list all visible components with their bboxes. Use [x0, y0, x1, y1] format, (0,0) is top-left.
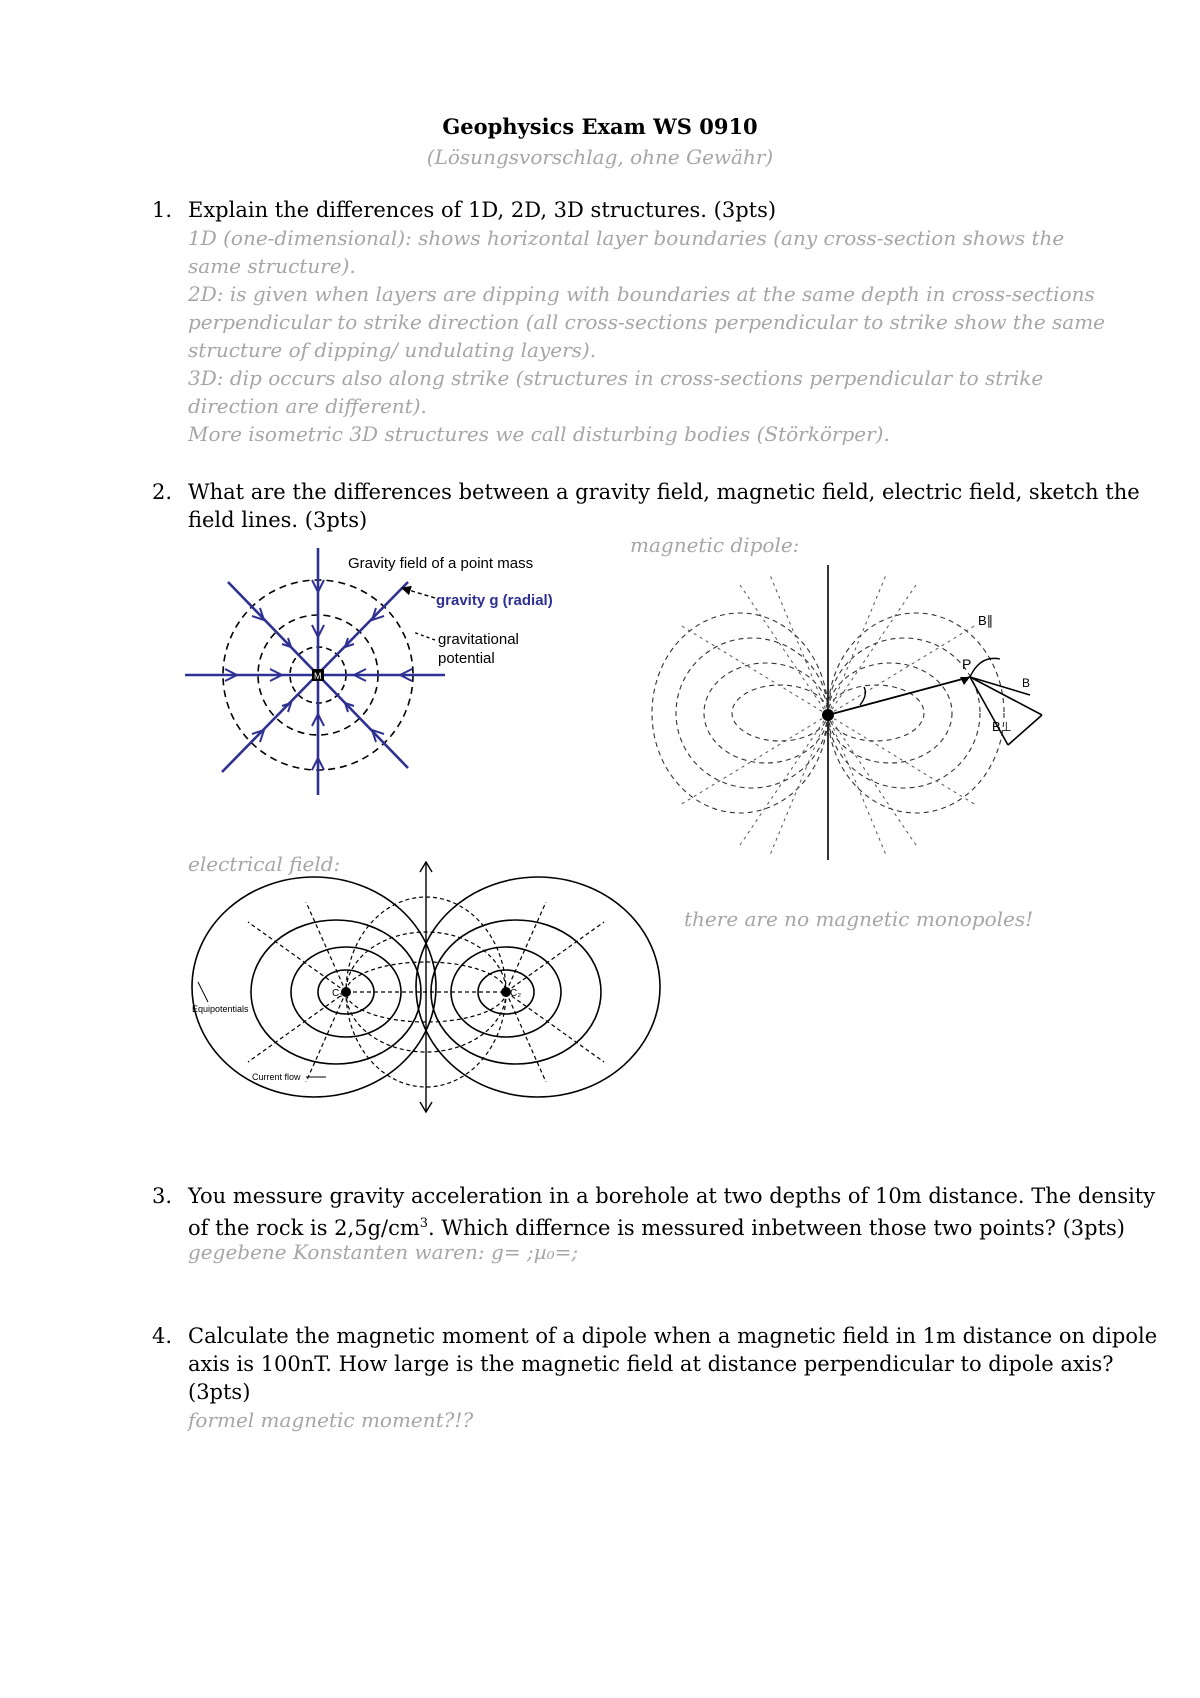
question-4-line: axis is 100nT. How large is the magnetic field at distance perpendicular to dipole axis? — [188, 1352, 1114, 1376]
equipotentials-label: Equipotentials — [192, 1004, 249, 1014]
answer-line: formel magnetic moment?!? — [188, 1408, 474, 1432]
magnetic-dipole-label: magnetic dipole: — [630, 533, 800, 557]
question-3-text — [188, 1182, 1156, 1242]
potential-label-2: potential — [438, 650, 495, 667]
label-c1: C₁ — [332, 988, 343, 999]
question-3-line: You messure gravity acceleration in a borehole at two depths of 10m distance. The density — [188, 1184, 1156, 1208]
gravity-figure-title: Gravity field of a point mass — [348, 555, 534, 572]
label-p: P — [962, 656, 972, 672]
question-4-text — [188, 1322, 1158, 1406]
question-2-line: What are the differences between a gravity field, magnetic field, electric field, sketch the — [188, 480, 1140, 504]
question-1-line: Explain the differences of 1D, 2D, 3D structures. (3pts) — [188, 198, 777, 222]
magnetic-dipole-figure — [660, 565, 1060, 865]
question-2-line: field lines. (3pts) — [188, 508, 368, 532]
answer-line: gegebene Konstanten waren: g= ;µ₀=; — [188, 1240, 579, 1264]
answer-line: perpendicular to strike direction (all cross-sections perpendicular to strike show the same — [188, 310, 1106, 334]
label-c2: C₂ — [510, 988, 522, 999]
question-3-line2-post: . Which differnce is messured inbetween those two points? (3pts) — [428, 1216, 1125, 1240]
question-4-line: Calculate the magnetic moment of a dipole when a magnetic field in 1m distance on dipole — [188, 1324, 1158, 1348]
question-2-text — [188, 478, 1140, 534]
label-bperp: B⊥ — [992, 719, 1012, 734]
answer-line: 3D: dip occurs also along strike (structures in cross-sections perpendicular to strike — [188, 366, 1044, 390]
page-subtitle: (Lösungsvorschlag, ohne Gewähr) — [426, 145, 774, 169]
question-1-number: 1. — [152, 198, 173, 222]
question-4-answer — [188, 1406, 1068, 1434]
question-1-answer — [188, 224, 1106, 448]
page-title: Geophysics Exam WS 0910 — [442, 114, 758, 139]
answer-line: same structure). — [188, 254, 356, 278]
answer-line: 2D: is given when layers are dipping with boundaries at the same depth in cross-sections — [188, 282, 1095, 306]
question-2-number: 2. — [152, 480, 173, 504]
question-1-text — [188, 196, 1068, 224]
answer-line: More isometric 3D structures we call disturbing bodies (Störkörper). — [188, 422, 890, 446]
label-b: B — [1022, 676, 1031, 690]
superscript: 3 — [419, 1216, 429, 1231]
question-3-line2-pre: of the rock is 2,5g/cm — [188, 1216, 420, 1240]
gravity-field-figure — [180, 540, 553, 790]
answer-line: structure of dipping/ undulating layers). — [188, 338, 597, 362]
monopole-note: there are no magnetic monopoles! — [684, 907, 1034, 931]
answer-line: 1D (one-dimensional): shows horizontal layer boundaries (any cross-section shows the — [188, 226, 1065, 250]
mass-label: M — [314, 671, 322, 681]
question-4-line: (3pts) — [188, 1380, 251, 1404]
question-3-answer — [188, 1238, 1068, 1266]
question-3-number: 3. — [152, 1184, 173, 1208]
label-bpar: B∥ — [978, 613, 994, 628]
electric-field-figure — [188, 862, 668, 1122]
electrical-field-label: electrical field: — [188, 852, 341, 876]
potential-label-1: gravitational — [438, 631, 519, 648]
current-flow-label: Current flow — [252, 1072, 301, 1082]
gravity-label: gravity g (radial) — [436, 592, 553, 609]
question-4-number: 4. — [152, 1324, 173, 1348]
answer-line: direction are different). — [188, 394, 427, 418]
